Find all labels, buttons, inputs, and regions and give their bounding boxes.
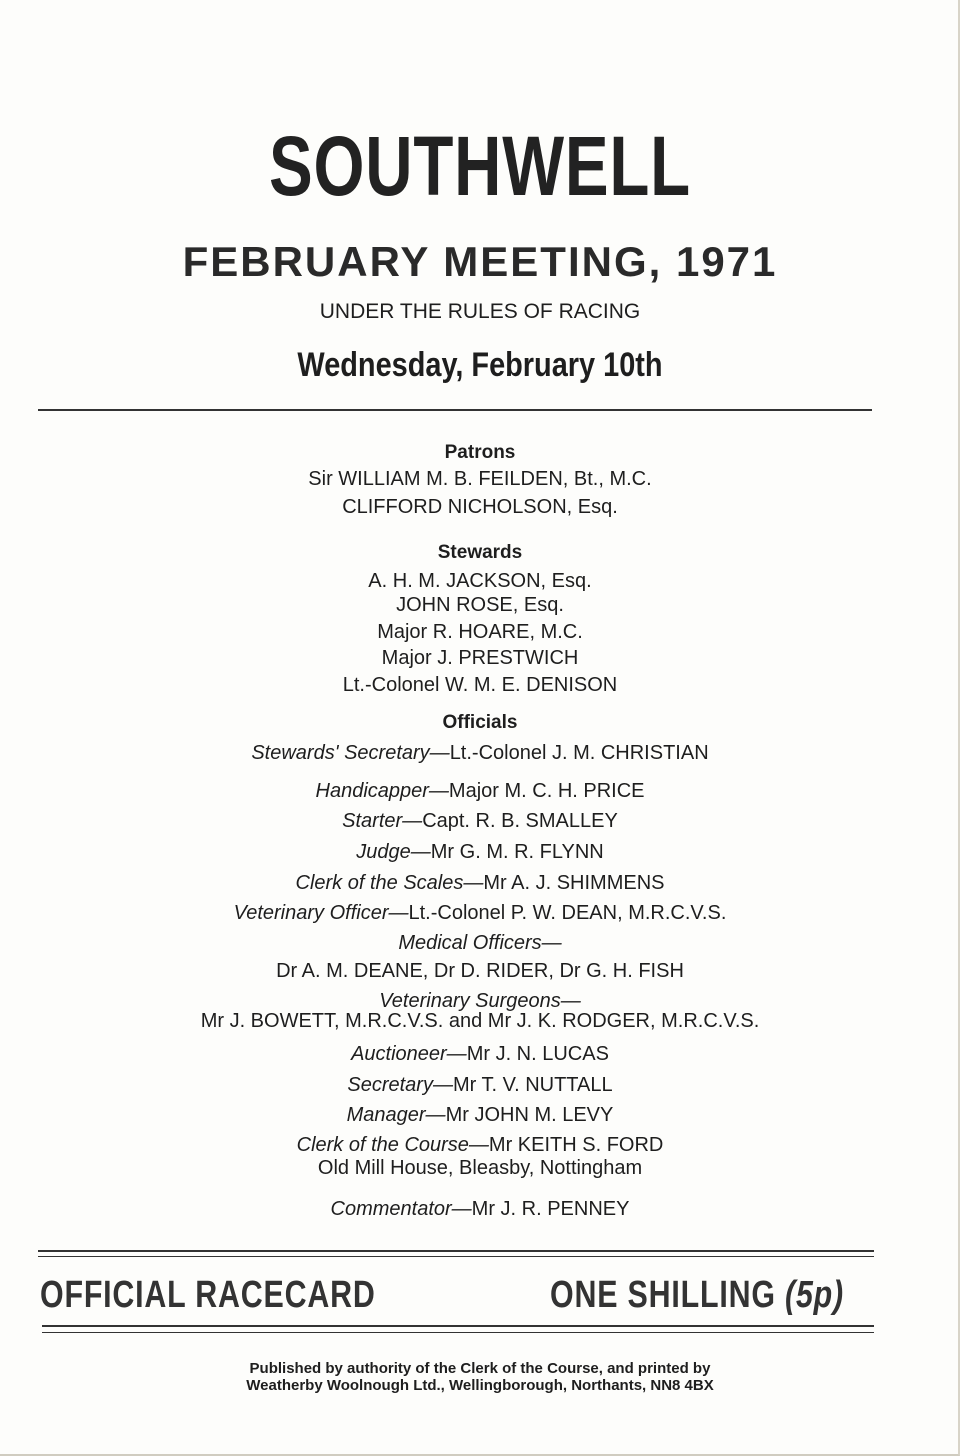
official-role: Veterinary Surgeons— xyxy=(379,990,581,1012)
official-role: Manager— xyxy=(346,1104,446,1126)
official-name: Dr A. M. DEANE, Dr D. RIDER, Dr G. H. FISH xyxy=(276,960,684,982)
official-entry xyxy=(0,1074,960,1097)
publisher-line: Published by authority of the Clerk of the Course, and printed by xyxy=(249,1360,711,1377)
official-entry xyxy=(0,1198,960,1221)
steward-name: Lt.-Colonel W. M. E. DENISON xyxy=(342,674,618,696)
publisher-line: Weatherby Woolnough Ltd., Wellingborough, Northants, NN8 4BX xyxy=(246,1377,714,1394)
official-entry xyxy=(0,841,960,864)
official-name: Mr G. M. R. FLYNN xyxy=(430,841,604,863)
official-entry xyxy=(0,1104,960,1127)
official-name: Lt.-Colonel J. M. CHRISTIAN xyxy=(449,742,709,764)
steward-name: Major J. PRESTWICH xyxy=(381,647,579,669)
patron-name: CLIFFORD NICHOLSON, Esq. xyxy=(342,496,618,518)
official-entry xyxy=(0,902,960,925)
official-entry xyxy=(0,932,960,955)
official-name: Mr JOHN M. LEVY xyxy=(445,1104,614,1126)
official-entry xyxy=(0,1134,960,1157)
official-entry xyxy=(0,1157,960,1180)
divider xyxy=(42,1325,874,1327)
venue-title: SOUTHWELL xyxy=(269,119,691,213)
official-entry xyxy=(0,742,960,765)
official-name: Old Mill House, Bleasby, Nottingham xyxy=(317,1157,643,1179)
steward-name: JOHN ROSE, Esq. xyxy=(396,594,564,616)
official-name: Mr KEITH S. FORD xyxy=(488,1134,664,1156)
official-role: Commentator— xyxy=(330,1198,472,1220)
meeting-date: Wednesday, February 10th xyxy=(297,346,663,384)
divider xyxy=(38,1256,874,1257)
official-name: Mr T. V. NUTTALL xyxy=(452,1074,613,1096)
stewards-heading: Stewards xyxy=(437,542,523,563)
official-entry xyxy=(0,1010,960,1033)
official-entry xyxy=(0,780,960,803)
steward-name: Major R. HOARE, M.C. xyxy=(377,621,583,643)
officials-heading: Officials xyxy=(442,712,518,733)
official-role: Starter— xyxy=(342,810,423,832)
official-name: Mr J. N. LUCAS xyxy=(466,1043,609,1065)
official-name: Capt. R. B. SMALLEY xyxy=(422,810,618,832)
price-text: ONE SHILLING xyxy=(550,1274,776,1316)
official-role: Medical Officers— xyxy=(398,932,562,954)
price-label xyxy=(550,1274,844,1317)
official-entry xyxy=(0,872,960,895)
patron-name: Sir WILLIAM M. B. FEILDEN, Bt., M.C. xyxy=(308,468,652,490)
official-role: Handicapper— xyxy=(315,780,449,802)
official-role: Auctioneer— xyxy=(351,1043,467,1065)
patrons-heading: Patrons xyxy=(444,442,516,463)
divider xyxy=(42,1332,874,1333)
official-role: Secretary— xyxy=(347,1074,453,1096)
official-name: Mr J. R. PENNEY xyxy=(471,1198,630,1220)
official-racecard-label: OFFICIAL RACECARD xyxy=(40,1274,376,1316)
steward-name: A. H. M. JACKSON, Esq. xyxy=(368,570,592,592)
official-name: Major M. C. H. PRICE xyxy=(448,780,645,802)
divider xyxy=(38,1250,874,1252)
official-role: Clerk of the Course— xyxy=(296,1134,489,1156)
official-role: Judge— xyxy=(356,841,431,863)
official-role: Stewards' Secretary— xyxy=(251,742,450,764)
price-decimal: (5p) xyxy=(785,1274,844,1316)
official-entry xyxy=(0,1043,960,1066)
rules-subtitle: UNDER THE RULES OF RACING xyxy=(319,300,641,323)
divider xyxy=(38,409,872,411)
official-role: Veterinary Officer— xyxy=(233,902,409,924)
official-name: Lt.-Colonel P. W. DEAN, M.R.C.V.S. xyxy=(408,902,727,924)
official-entry xyxy=(0,960,960,983)
official-role: Clerk of the Scales— xyxy=(295,872,484,894)
meeting-title: FEBRUARY MEETING, 1971 xyxy=(182,238,778,285)
official-name: Mr A. J. SHIMMENS xyxy=(483,872,665,894)
official-entry xyxy=(0,810,960,833)
official-name: Mr J. BOWETT, M.R.C.V.S. and Mr J. K. RODGER, M.R.C.V.S. xyxy=(200,1010,760,1032)
